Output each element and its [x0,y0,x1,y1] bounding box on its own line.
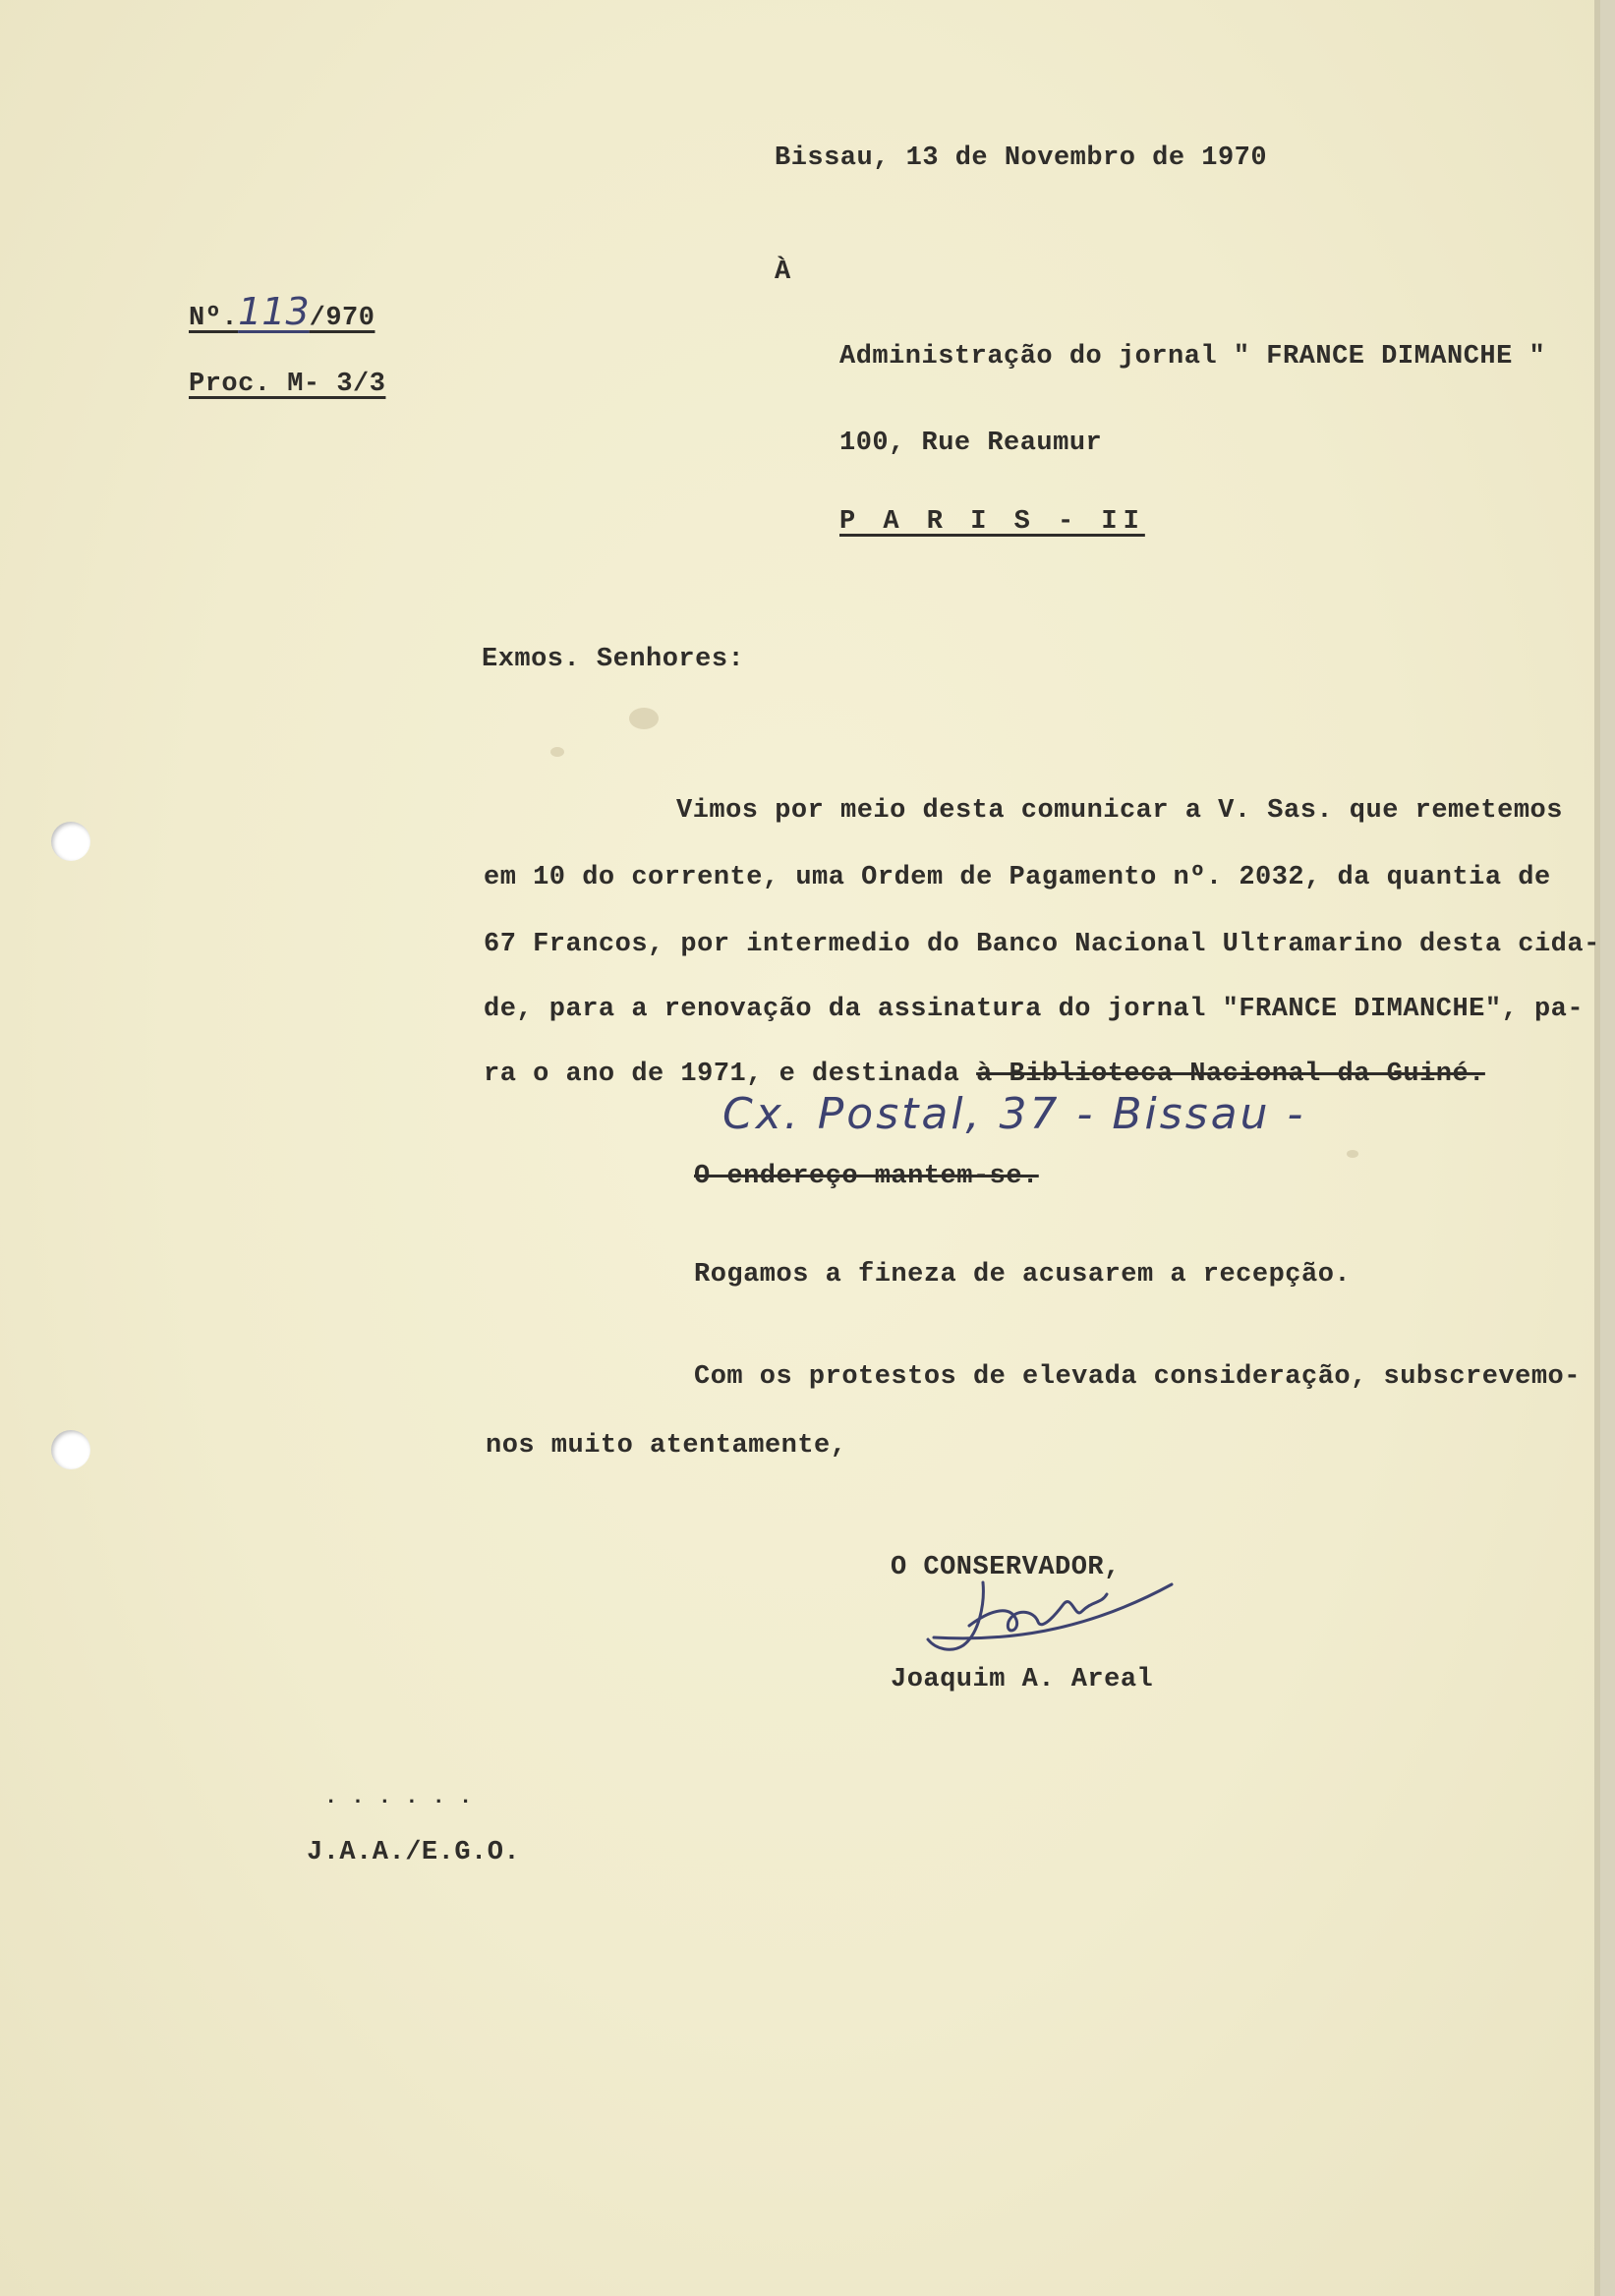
struck-line: O endereço mantem-se. [694,1162,1039,1191]
footer-dots: . . . . . . [324,1785,473,1809]
punch-hole-bottom [51,1430,90,1469]
paper-stain [550,747,564,757]
salutation: Exmos. Senhores: [482,645,745,674]
paper-stain [1347,1150,1358,1158]
body-p1-line-5-struck: à Biblioteca Nacional da Guiné. [976,1060,1485,1089]
signatory-name: Joaquim A. Areal [891,1665,1154,1694]
body-p1-line-5-start: ra o ano de 1971, e destinada [484,1060,960,1089]
body-p1-line-2: em 10 do corrente, uma Ordem de Pagamento nº. 2032, da quantia de [484,863,1551,892]
body-p1-line-5 [484,1062,1485,1088]
paper-stain [629,708,659,729]
recipient-prefix: À [775,258,791,287]
reference-number-label: Nº. [189,304,239,333]
body-p3-line-2: nos muito atentamente, [486,1431,847,1461]
punch-hole-top [51,822,90,861]
signature [914,1565,1180,1673]
reference-number-year: /970 [309,304,375,333]
reference-process: Proc. M- 3/3 [189,370,386,399]
body-p1-line-4: de, para a renovação da assinatura do jornal "FRANCE DIMANCHE", pa- [484,995,1585,1024]
address-line-1: Administração do jornal " FRANCE DIMANCHE " [839,342,1546,372]
reference-number [189,290,375,333]
footer-initials: J.A.A./E.G.O. [307,1838,521,1867]
body-p2: Rogamos a fineza de acusarem a recepção. [694,1260,1352,1290]
reference-number-handwritten: 113 [238,290,310,333]
body-p1-line-1: Vimos por meio desta comunicar a V. Sas. que remetemos [676,796,1563,826]
body-p1-line-3: 67 Francos, por intermedio do Banco Nacional Ultramarino desta cida- [484,930,1600,959]
address-line-3: P A R I S - II [839,507,1145,537]
closing-title: O CONSERVADOR, [891,1553,1121,1582]
handwritten-insert: Cx. Postal, 37 - Bissau - [722,1089,1306,1139]
letter-date: Bissau, 13 de Novembro de 1970 [775,144,1268,173]
body-p3-line-1: Com os protestos de elevada consideração, subscrevemo- [694,1362,1581,1392]
address-line-2: 100, Rue Reaumur [839,429,1103,458]
